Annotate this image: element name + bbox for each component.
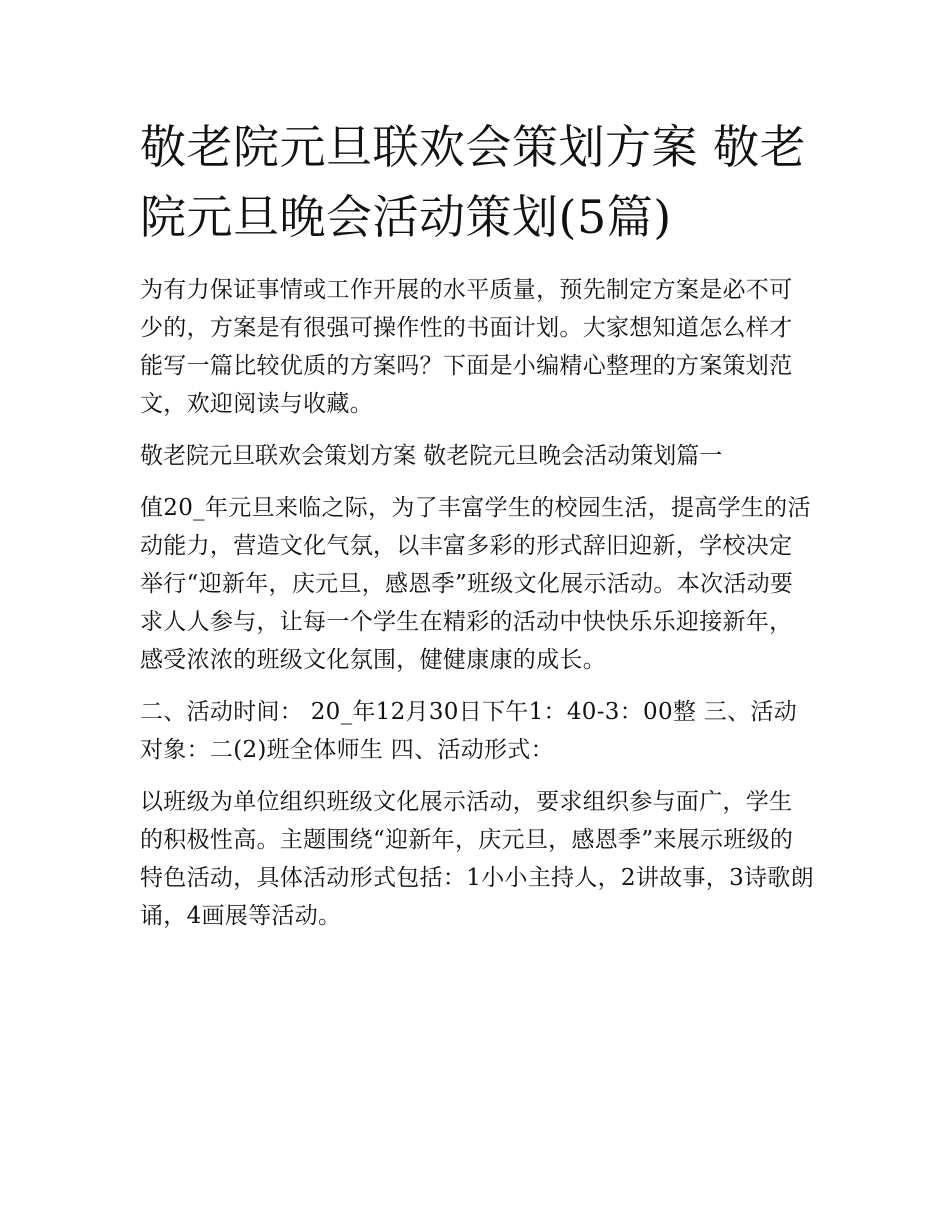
time-target-paragraph: 二、活动时间： 20_年12月30日下午1：40-3：00整 三、活动对象：二(2)班全体师生 四、活动形式： [140, 699, 797, 763]
document-page [140, 112, 815, 942]
document-title: 敬老院元旦联欢会策划方案 敬老院元旦晚会活动策划(5篇) [140, 120, 807, 244]
section-heading: 敬老院元旦联欢会策划方案 敬老院元旦晚会活动策划篇一 [140, 443, 723, 469]
background-paragraph: 值20_年元旦来临之际，为了丰富学生的校园生活，提高学生的活动能力，营造文化气氛，以丰富多彩的形式辞旧迎新，学校决定举行“迎新年，庆元旦，感恩季”班级文化展示活动。本次活动要求人人参与，让每一个学生在精彩的活动中快快乐乐迎接新年，感受浓浓的班级文化氛围，健健康康的成长。 [140, 495, 811, 673]
activity-form-paragraph: 以班级为单位组织班级文化展示活动，要求组织参与面广，学生的积极性高。主题围绕“迎新年，庆元旦，感恩季”来展示班级的特色活动，具体活动形式包括：1小小主持人，2讲故事，3诗歌朗诵，4画展等活动。 [140, 789, 814, 929]
intro-paragraph: 为有力保证事情或工作开展的水平质量，预先制定方案是必不可少的，方案是有很强可操作性的书面计划。大家想知道怎么样才能写一篇比较优质的方案吗？下面是小编精心整理的方案策划范文，欢迎阅读与收藏。 [140, 277, 793, 417]
